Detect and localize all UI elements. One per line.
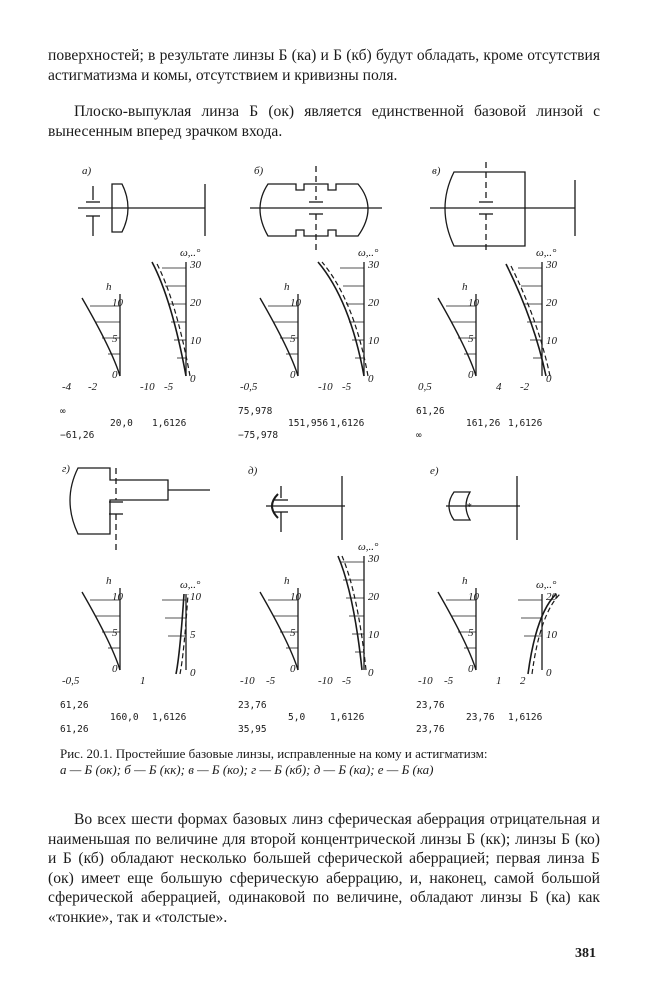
w-tick-0-1: 20 [190, 297, 201, 309]
lens-diagram-b [250, 166, 382, 250]
lens-diagram-a [78, 184, 205, 236]
h-axis-label-4: h [284, 575, 290, 587]
w-tick-2-0: 30 [546, 259, 557, 271]
h-tick-4-0: 10 [290, 591, 301, 603]
w-axis-label-0: ω,..° [180, 247, 201, 259]
x2-tick-3-0: 1 [140, 675, 146, 687]
h-tick-5-0: 10 [468, 591, 479, 603]
h-tick-2-2: 0 [468, 369, 474, 381]
w-tick-5-2: 0 [546, 667, 552, 679]
panel-label-c: в) [432, 165, 441, 177]
param-d-3: 160,0 [110, 712, 139, 723]
param-n-0: 1,6126 [152, 418, 187, 429]
h-axis-label-1: h [284, 281, 290, 293]
figure-caption [60, 746, 600, 778]
h-tick-2-1: 5 [468, 333, 474, 345]
x1-tick-0-1: -2 [88, 381, 98, 393]
w-axis-label-5: ω,..° [536, 579, 557, 591]
h-axis-label-2: h [462, 281, 468, 293]
w-axis-label-1: ω,..° [358, 247, 379, 259]
h-tick-0-2: 0 [112, 369, 118, 381]
param-r2-1: −75,978 [238, 430, 279, 441]
aberration-curve-w-2 [506, 264, 546, 376]
h-tick-2-0: 10 [468, 297, 479, 309]
panel-label-a: а) [82, 165, 92, 177]
h-tick-0-1: 5 [112, 333, 118, 345]
h-axis-label-3: h [106, 575, 112, 587]
w-tick-0-3: 0 [190, 373, 196, 385]
paragraph-3: Во всех шести формах базовых линз сферическая аберрация отрицательная и наименьшая по величине для второй концентрической линзы Б (кк); линзы Б (ко) и Б (кб) обладают несколько большей сферической аберрацией; первая линза Б (ок) имеет еще большую сферическую аберрацию, и, наконец, самой большой сферической аберрацией, одинаковой по величине, обладают линзы Б (ка) как «тонкие», так и «толстые». [48, 811, 600, 926]
param-r2-2: ∞ [416, 430, 422, 441]
param-n-3: 1,6126 [152, 712, 187, 723]
lens-diagram-c [430, 162, 575, 250]
param-r2-4: 35,95 [238, 724, 267, 735]
param-d-1: 151,956 [288, 418, 329, 429]
x1-tick-0-0: -4 [62, 381, 72, 393]
w-axis-label-2: ω,..° [536, 247, 557, 259]
w-tick-2-2: 10 [546, 335, 557, 347]
w-tick-4-0: 30 [368, 553, 379, 565]
w-tick-1-3: 0 [368, 373, 374, 385]
h-axis-label-5: h [462, 575, 468, 587]
paragraph-1: поверхностей; в результате линзы Б (ка) и Б (кб) будут обладать, кроме отсутствия астигматизма и комы, отсутствием и кривизны поля. [48, 47, 600, 84]
w-tick-3-1: 5 [190, 629, 196, 641]
param-r1-0: ∞ [60, 406, 66, 417]
h-tick-1-0: 10 [290, 297, 301, 309]
x2-tick-2-0: 4 [496, 381, 502, 393]
panel-label-e: д) [248, 465, 258, 477]
x1-tick-1-0: -0,5 [240, 381, 258, 393]
h-tick-3-2: 0 [112, 663, 118, 675]
w-axis-label-4: ω,..° [358, 541, 379, 553]
x2-tick-5-1: 2 [520, 675, 526, 687]
aberration-curve-w-1 [318, 262, 364, 376]
param-r1-3: 61,26 [60, 700, 89, 711]
h-tick-3-1: 5 [112, 627, 118, 639]
w-tick-3-2: 0 [190, 667, 196, 679]
paragraph-2: Плоско-выпуклая линза Б (ок) является единственной базовой линзой с вынесенным вперед зрачком входа. [48, 103, 600, 140]
h-axis-label-0: h [106, 281, 112, 293]
h-tick-4-1: 5 [290, 627, 296, 639]
h-tick-0-0: 10 [112, 297, 123, 309]
w-tick-0-0: 30 [190, 259, 201, 271]
x2-tick-0-1: -5 [164, 381, 174, 393]
w-tick-4-1: 20 [368, 591, 379, 603]
aberration-curve-w-3 [176, 594, 184, 674]
w-tick-1-0: 30 [368, 259, 379, 271]
w-tick-5-0: 20 [546, 591, 557, 603]
caption-lead: Рис. 20.1. Простейшие базовые линзы, исправленные на кому и астигматизм: [60, 746, 488, 761]
param-n-4: 1,6126 [330, 712, 365, 723]
x1-tick-4-0: -10 [240, 675, 255, 687]
lens-diagram-e [266, 476, 345, 540]
x2-tick-1-0: -10 [318, 381, 333, 393]
w-tick-2-1: 20 [546, 297, 557, 309]
x1-tick-4-1: -5 [266, 675, 276, 687]
x2-tick-0-0: -10 [140, 381, 155, 393]
param-r1-2: 61,26 [416, 406, 445, 417]
param-d-2: 161,26 [466, 418, 501, 429]
panel-label-b: б) [254, 165, 264, 177]
w-tick-0-2: 10 [190, 335, 201, 347]
figure-20-1 [0, 150, 646, 740]
h-tick-5-2: 0 [468, 663, 474, 675]
w-tick-5-1: 10 [546, 629, 557, 641]
w-tick-4-3: 0 [368, 667, 374, 679]
x2-tick-4-0: -10 [318, 675, 333, 687]
h-tick-1-1: 5 [290, 333, 296, 345]
x1-tick-5-0: -10 [418, 675, 433, 687]
x1-tick-2-0: 0,5 [418, 381, 432, 393]
w-tick-2-3: 0 [546, 373, 552, 385]
param-r2-0: −61,26 [60, 430, 95, 441]
w-axis-label-3: ω,..° [180, 579, 201, 591]
svg-text:*: * [466, 501, 472, 513]
h-tick-5-1: 5 [468, 627, 474, 639]
x1-tick-3-0: -0,5 [62, 675, 80, 687]
page-number: 381 [575, 946, 596, 961]
param-r2-3: 61,26 [60, 724, 89, 735]
x2-tick-5-0: 1 [496, 675, 502, 687]
w-tick-4-2: 10 [368, 629, 379, 641]
w-tick-3-0: 10 [190, 591, 201, 603]
w-tick-1-2: 10 [368, 335, 379, 347]
aberration-curve-w-0 [152, 262, 186, 376]
param-n-2: 1,6126 [508, 418, 543, 429]
param-r2-5: 23,76 [416, 724, 445, 735]
param-d-5: 23,76 [466, 712, 495, 723]
param-n-5: 1,6126 [508, 712, 543, 723]
param-r1-1: 75,978 [238, 406, 273, 417]
caption-items: а — Б (ок); б — Б (кк); в — Б (ко); г — Б (кб); д — Б (ка); е — Б (ка) [60, 762, 434, 777]
w-tick-1-1: 20 [368, 297, 379, 309]
x2-tick-2-1: -2 [520, 381, 530, 393]
lens-diagram-f [446, 476, 520, 540]
param-r1-4: 23,76 [238, 700, 267, 711]
param-n-1: 1,6126 [330, 418, 365, 429]
panel-label-f: е) [430, 465, 439, 477]
param-d-0: 20,0 [110, 418, 133, 429]
param-d-4: 5,0 [288, 712, 306, 723]
param-r1-5: 23,76 [416, 700, 445, 711]
h-tick-3-0: 10 [112, 591, 123, 603]
x1-tick-5-1: -5 [444, 675, 454, 687]
h-tick-4-2: 0 [290, 663, 296, 675]
h-tick-1-2: 0 [290, 369, 296, 381]
x2-tick-1-1: -5 [342, 381, 352, 393]
x2-tick-4-1: -5 [342, 675, 352, 687]
panel-label-d: г) [62, 463, 70, 475]
lens-diagram-d [70, 468, 210, 550]
